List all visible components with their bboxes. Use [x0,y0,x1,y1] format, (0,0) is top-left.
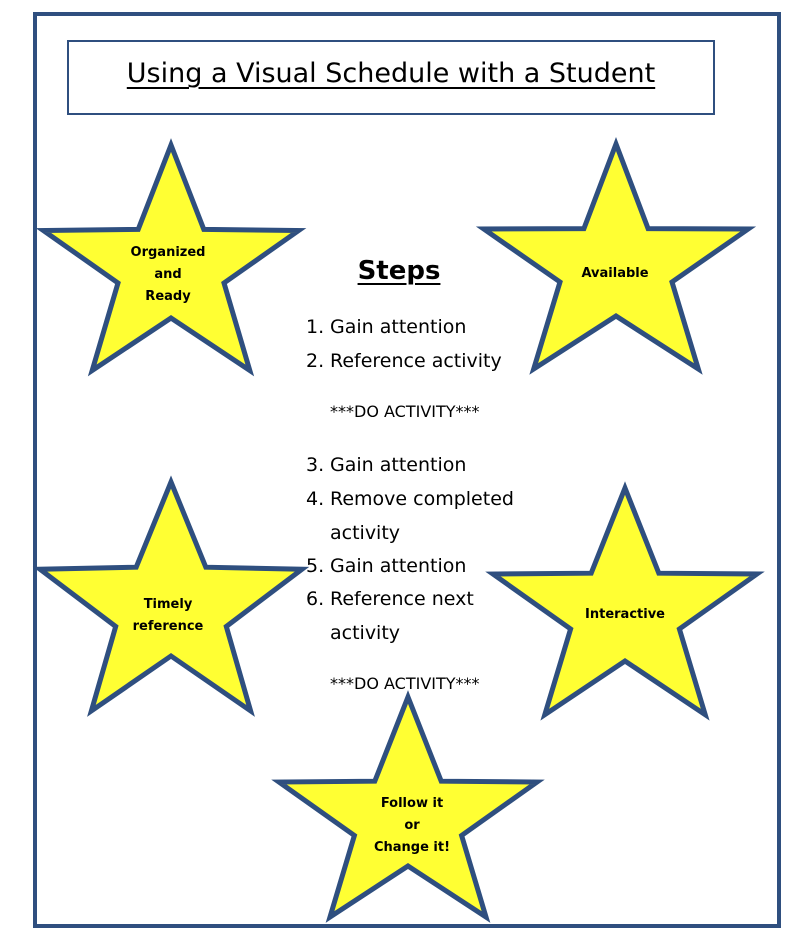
star-available [484,144,748,369]
star-label-available: Available [581,266,649,281]
star-interactive [493,488,757,715]
do-activity-2: ***DO ACTIVITY*** [330,674,480,693]
star-label-organized: Organized and Ready [130,245,206,304]
steps-heading: Steps [357,256,441,286]
star-label-follow: Follow it or Change it! [373,796,451,855]
star-label-interactive: Interactive [585,607,665,622]
do-activity-1: ***DO ACTIVITY*** [330,402,480,421]
star-label-timely: Timely reference [132,597,204,634]
page-title: Using a Visual Schedule with a Student [126,58,656,89]
